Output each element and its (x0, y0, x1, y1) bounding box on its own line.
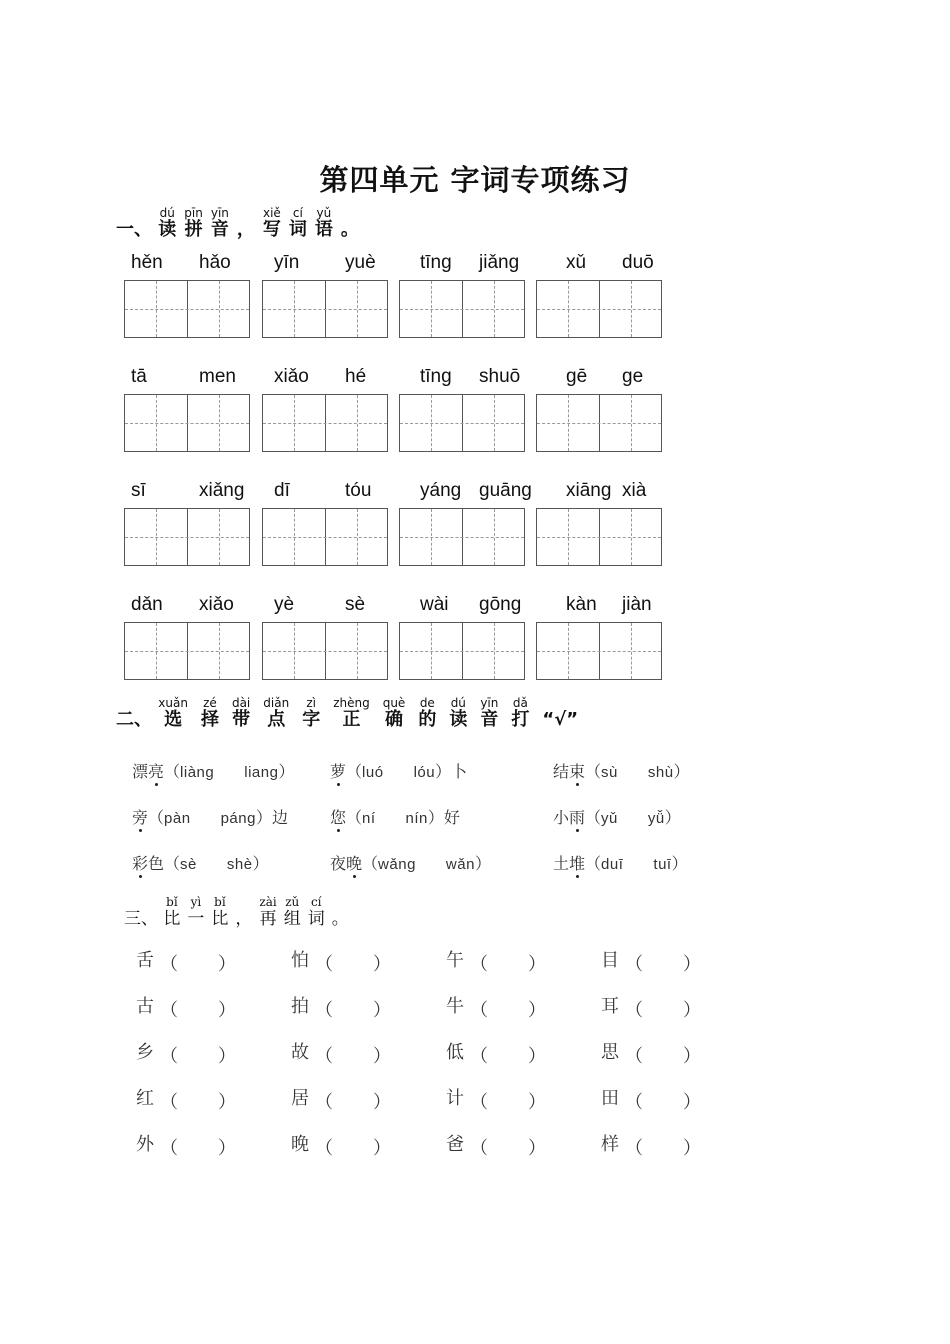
open-paren: （ (625, 1046, 643, 1067)
ruby-char (284, 896, 301, 929)
dotted-char: 您 (330, 805, 346, 828)
grid-dashed-line (537, 537, 661, 538)
close-paren: ） (218, 1000, 236, 1021)
ruby-char (332, 896, 349, 929)
close-paren: ） (683, 1046, 701, 1067)
choice-item: 漂亮（liàng liang） (132, 759, 294, 782)
heading-char: ， (236, 219, 255, 240)
heading-char: 读 (449, 709, 468, 730)
compare-item (136, 946, 236, 975)
compare-item (291, 1084, 391, 1113)
close-paren: ） (683, 1138, 701, 1159)
word-char: 边 (271, 808, 288, 827)
reading-option[interactable]: yǚ (647, 810, 665, 827)
compare-char: 怕 (291, 950, 309, 971)
reading-option[interactable]: shù (647, 764, 674, 781)
dotted-char: 堆 (569, 851, 585, 874)
word-char: 卜 (451, 762, 468, 781)
reading-option[interactable]: luó (362, 764, 384, 781)
compare-item (291, 992, 391, 1021)
writing-box[interactable] (262, 394, 388, 452)
pinyin-annotation (332, 896, 349, 909)
heading-char: 比 (211, 909, 229, 929)
close-paren: ） (528, 1092, 546, 1113)
pinyin-label: xǔ (566, 252, 587, 273)
open-paren: （ (470, 1138, 488, 1159)
writing-box[interactable] (262, 508, 388, 566)
choice-item: 结束（sù shù） (553, 759, 690, 782)
answer-blank[interactable] (154, 1042, 236, 1067)
writing-box[interactable] (124, 394, 250, 452)
reading-option[interactable]: shè (226, 856, 253, 873)
open-paren: （ (470, 1046, 488, 1067)
dotted-char: 束 (569, 759, 585, 782)
compare-item (291, 1130, 391, 1159)
reading-option[interactable]: sè (180, 856, 197, 873)
close-paren: ） (218, 954, 236, 975)
reading-option[interactable]: liàng (180, 764, 215, 781)
pinyin-label: xiǎo (199, 594, 234, 615)
pinyin-annotation: cí (310, 895, 322, 909)
pinyin-annotation: dài (231, 696, 251, 710)
open-paren: （ (160, 1046, 178, 1067)
open-paren: （ (315, 1138, 333, 1159)
pinyin-annotation: zǔ (285, 895, 300, 909)
open-paren: （ (625, 1138, 643, 1159)
compare-item (446, 1130, 546, 1159)
ruby-char (237, 207, 255, 240)
compare-char: 古 (136, 996, 154, 1017)
reading-option[interactable]: lóu (413, 764, 436, 781)
ruby-char (449, 697, 467, 730)
grid-dashed-line (263, 423, 387, 424)
pinyin-annotation: què (382, 696, 406, 710)
heading-char: 的 (418, 709, 437, 730)
answer-blank[interactable] (309, 1042, 391, 1067)
section-2-heading (116, 697, 591, 730)
ruby-char (480, 697, 498, 730)
pinyin-label: hěn (131, 252, 163, 273)
dotted-char: 亮 (148, 759, 164, 782)
reading-option[interactable]: páng (220, 810, 256, 827)
dotted-char: 彩 (132, 851, 148, 874)
ruby-char (315, 207, 333, 240)
close-paren: ） (373, 1138, 391, 1159)
pinyin-annotation: pīn (184, 206, 203, 220)
pinyin-annotation: yì (190, 895, 202, 909)
writing-box[interactable] (262, 280, 388, 338)
open-paren: （ (160, 1000, 178, 1021)
ruby-char (289, 207, 307, 240)
close-paren: ） (218, 1046, 236, 1067)
open-paren: （ (625, 1092, 643, 1113)
heading-char: 比 (163, 909, 181, 929)
close-paren: ） (218, 1138, 236, 1159)
pinyin-annotation: zhèng (333, 696, 370, 710)
heading-char: 音 (210, 219, 229, 240)
pinyin-label: yáng (420, 480, 462, 501)
heading-char: 。 (331, 909, 349, 929)
ruby-char (201, 697, 219, 730)
open-paren: （ (160, 954, 178, 975)
pinyin-label: sè (345, 594, 366, 615)
section-2-label: 二、 (116, 709, 152, 730)
grid-dashed-line (400, 537, 524, 538)
heading-char: 带 (232, 709, 251, 730)
ruby-char (158, 207, 176, 240)
reading-option[interactable]: nín (405, 810, 428, 827)
pinyin-annotation: bǐ (166, 895, 178, 909)
close-paren: ） (528, 1046, 546, 1067)
writing-box[interactable] (124, 622, 250, 680)
grid-dashed-line (263, 537, 387, 538)
grid-dashed-line (400, 309, 524, 310)
answer-blank[interactable] (154, 1088, 236, 1113)
pinyin-annotation: yǔ (316, 206, 332, 220)
word-char: 漂 (132, 762, 149, 781)
close-paren: ） (373, 1046, 391, 1067)
close-paren: ） (683, 954, 701, 975)
heading-char: 词 (288, 219, 307, 240)
pinyin-annotation: zé (203, 696, 217, 710)
ruby-char (211, 896, 228, 929)
compare-item (601, 992, 701, 1021)
word-char: 色 (148, 854, 165, 873)
heading-char: 语 (314, 219, 333, 240)
heading-char: 组 (283, 909, 301, 929)
word-char: 好 (443, 808, 460, 827)
pinyin-label: wài (420, 594, 449, 615)
compare-char: 田 (601, 1088, 619, 1109)
pinyin-label: xià (622, 480, 647, 501)
compare-item (136, 1084, 236, 1113)
heading-char: 一 (187, 909, 205, 929)
heading-char: 择 (200, 709, 219, 730)
reading-option[interactable]: pàn (164, 810, 191, 827)
answer-blank[interactable] (464, 950, 546, 975)
pinyin-annotation: diǎn (263, 696, 290, 710)
writing-box[interactable] (536, 622, 662, 680)
reading-option[interactable]: duī (601, 856, 624, 873)
grid-dashed-line (263, 309, 387, 310)
pinyin-label: sī (131, 480, 146, 501)
heading-char: 。 (340, 219, 359, 240)
close-paren: ） (373, 1092, 391, 1113)
pinyin-annotation: xuǎn (158, 696, 188, 710)
answer-blank[interactable] (154, 996, 236, 1021)
pinyin-label: ge (622, 366, 644, 387)
pinyin-label: guāng (479, 480, 532, 501)
grid-dashed-line (537, 423, 661, 424)
compare-item (136, 1130, 236, 1159)
reading-option[interactable]: liang (244, 764, 279, 781)
writing-box[interactable] (536, 280, 662, 338)
grid-dashed-line (125, 423, 249, 424)
compare-item (446, 1038, 546, 1067)
open-paren: （ (625, 954, 643, 975)
ruby-char (259, 896, 276, 929)
page-title: 第四单元 字词专项练习 (319, 163, 631, 197)
open-paren: （ (625, 1000, 643, 1021)
pinyin-label: yīn (274, 252, 300, 273)
pinyin-label: hǎo (199, 252, 231, 273)
compare-char: 耳 (601, 996, 619, 1017)
compare-char: 红 (136, 1088, 154, 1109)
close-paren: ） (218, 1092, 236, 1113)
section-1-heading (116, 207, 367, 240)
close-paren: ） (528, 954, 546, 975)
answer-blank[interactable] (619, 1042, 701, 1067)
writing-box[interactable] (399, 508, 525, 566)
compare-char: 午 (446, 950, 464, 971)
pinyin-label: yè (274, 594, 295, 615)
close-paren: ） (373, 1000, 391, 1021)
pinyin-annotation: xiě (262, 206, 281, 220)
writing-box[interactable] (536, 508, 662, 566)
answer-blank[interactable] (619, 950, 701, 975)
answer-blank[interactable] (619, 1088, 701, 1113)
open-paren: （ (160, 1092, 178, 1113)
compare-char: 牛 (446, 996, 464, 1017)
answer-blank[interactable] (154, 950, 236, 975)
ruby-char (341, 207, 359, 240)
compare-item (291, 946, 391, 975)
pinyin-label: tóu (345, 480, 372, 501)
open-paren: （ (470, 1000, 488, 1021)
pinyin-label: dǎn (131, 594, 163, 615)
reading-option[interactable]: wǎn (445, 856, 475, 873)
answer-blank[interactable] (464, 1134, 546, 1159)
grid-dashed-line (537, 309, 661, 310)
pinyin-annotation: dú (159, 206, 175, 220)
close-paren: ） (683, 1092, 701, 1113)
compare-char: 低 (446, 1042, 464, 1063)
word-char: 夜 (330, 854, 347, 873)
pinyin-annotation: zì (306, 696, 316, 710)
choice-item: 土堆（duī tuī） (553, 851, 688, 874)
grid-dashed-line (125, 537, 249, 538)
heading-char: 字 (302, 709, 321, 730)
ruby-char (187, 896, 204, 929)
answer-blank[interactable] (464, 996, 546, 1021)
heading-char: ， (235, 909, 253, 929)
reading-option[interactable]: yǔ (601, 810, 618, 827)
answer-blank[interactable] (464, 1042, 546, 1067)
open-paren: （ (315, 1092, 333, 1113)
close-paren: ） (683, 1000, 701, 1021)
compare-char: 故 (291, 1042, 309, 1063)
heading-char: 确 (385, 709, 403, 730)
compare-char: 舌 (136, 950, 154, 971)
pinyin-label: xiāng (566, 480, 612, 501)
pinyin-label: tīng (420, 366, 452, 387)
ruby-char (263, 697, 289, 730)
answer-blank[interactable] (309, 1134, 391, 1159)
pinyin-label: kàn (566, 594, 597, 615)
writing-box[interactable] (399, 622, 525, 680)
heading-char: 正 (342, 709, 361, 730)
compare-item (136, 992, 236, 1021)
answer-blank[interactable] (154, 1134, 236, 1159)
compare-char: 爸 (446, 1134, 464, 1155)
writing-box[interactable] (399, 394, 525, 452)
pinyin-annotation: yīn (480, 696, 499, 710)
ruby-char (542, 697, 578, 730)
compare-item (601, 1130, 701, 1159)
pinyin-label: tā (131, 366, 147, 387)
dotted-char: 晚 (346, 851, 362, 874)
ruby-char (158, 697, 188, 730)
pinyin-annotation: zài (259, 895, 277, 909)
answer-blank[interactable] (309, 1088, 391, 1113)
compare-item (446, 1084, 546, 1113)
choice-item: 夜晚（wǎng wǎn） (330, 851, 491, 874)
heading-char: “√” (542, 709, 579, 730)
open-paren: （ (315, 1000, 333, 1021)
pinyin-label: gē (566, 366, 588, 387)
pinyin-label: duō (622, 252, 654, 273)
dotted-char: 旁 (132, 805, 148, 828)
compare-char: 目 (601, 950, 619, 971)
pinyin-annotation: yīn (210, 206, 229, 220)
compare-item (601, 1038, 701, 1067)
reading-option[interactable]: wǎng (378, 856, 416, 873)
grid-dashed-line (263, 651, 387, 652)
pinyin-label: dī (274, 480, 290, 501)
compare-item (601, 946, 701, 975)
heading-char: 音 (480, 709, 499, 730)
pinyin-annotation: dú (450, 696, 466, 710)
word-char: 小 (553, 808, 570, 827)
answer-blank[interactable] (464, 1088, 546, 1113)
ruby-char (418, 697, 436, 730)
heading-char: 选 (164, 709, 183, 730)
ruby-char (333, 697, 370, 730)
pinyin-label: gōng (479, 594, 522, 615)
open-paren: （ (470, 954, 488, 975)
dotted-char: 萝 (330, 759, 346, 782)
ruby-char (232, 697, 250, 730)
ruby-char (383, 697, 406, 730)
pinyin-annotation: cí (292, 206, 303, 220)
compare-char: 晚 (291, 1134, 309, 1155)
answer-blank[interactable] (619, 1134, 701, 1159)
section-3-label: 三、 (124, 909, 158, 929)
choice-item: 小雨（yǔ yǚ） (553, 805, 681, 828)
ruby-char (184, 207, 203, 240)
ruby-char (302, 697, 320, 730)
ruby-char (235, 896, 252, 929)
open-paren: （ (470, 1092, 488, 1113)
compare-item (136, 1038, 236, 1067)
section-3-heading (124, 896, 356, 929)
answer-blank[interactable] (309, 950, 391, 975)
grid-dashed-line (400, 423, 524, 424)
close-paren: ） (528, 1138, 546, 1159)
compare-char: 样 (601, 1134, 619, 1155)
open-paren: （ (315, 1046, 333, 1067)
compare-item (446, 946, 546, 975)
grid-dashed-line (537, 651, 661, 652)
writing-box[interactable] (124, 280, 250, 338)
pinyin-label: xiǎo (274, 366, 309, 387)
choice-item: 旁（pàn páng）边 (132, 805, 288, 828)
compare-item (291, 1038, 391, 1067)
writing-box[interactable] (536, 394, 662, 452)
open-paren: （ (315, 954, 333, 975)
ruby-char (308, 896, 325, 929)
compare-item (446, 992, 546, 1021)
compare-item (601, 1084, 701, 1113)
ruby-char (511, 697, 529, 730)
heading-char: 点 (267, 709, 286, 730)
pinyin-annotation (235, 896, 252, 909)
heading-char: 词 (307, 909, 325, 929)
pinyin-annotation: bǐ (214, 895, 226, 909)
ruby-char (263, 207, 281, 240)
grid-dashed-line (125, 651, 249, 652)
heading-char: 拼 (184, 219, 203, 240)
close-paren: ） (373, 954, 391, 975)
reading-option[interactable]: ní (362, 810, 376, 827)
answer-blank[interactable] (309, 996, 391, 1021)
pinyin-annotation: de (419, 696, 435, 710)
heading-char: 再 (259, 909, 277, 929)
pinyin-annotation: dǎ (512, 696, 528, 710)
heading-char: 打 (511, 709, 530, 730)
grid-dashed-line (400, 651, 524, 652)
choice-item: 萝（luó lóu）卜 (330, 759, 467, 782)
word-char: 结 (553, 762, 570, 781)
choice-item: 您（ní nín）好 (330, 805, 460, 828)
compare-char: 思 (601, 1042, 619, 1063)
dotted-char: 雨 (569, 805, 585, 828)
answer-blank[interactable] (619, 996, 701, 1021)
pinyin-label: jiǎng (479, 252, 520, 273)
pinyin-label: shuō (479, 366, 521, 387)
section-1-label: 一、 (116, 219, 152, 240)
open-paren: （ (160, 1138, 178, 1159)
ruby-char (163, 896, 180, 929)
pinyin-label: yuè (345, 252, 376, 273)
writing-box[interactable] (262, 622, 388, 680)
writing-box[interactable] (124, 508, 250, 566)
reading-option[interactable]: sù (601, 764, 618, 781)
pinyin-label: xiǎng (199, 480, 245, 501)
reading-option[interactable]: tuī (653, 856, 672, 873)
ruby-char (211, 207, 229, 240)
close-paren: ） (528, 1000, 546, 1021)
compare-char: 拍 (291, 996, 309, 1017)
pinyin-label: jiàn (622, 594, 652, 615)
heading-char: 读 (158, 219, 177, 240)
choice-item: 彩色（sè shè） (132, 851, 269, 874)
heading-char: 写 (262, 219, 281, 240)
pinyin-label: hé (345, 366, 367, 387)
compare-char: 居 (291, 1088, 309, 1109)
pinyin-label: men (199, 366, 236, 387)
pinyin-label: tīng (420, 252, 452, 273)
writing-box[interactable] (399, 280, 525, 338)
compare-char: 乡 (136, 1042, 154, 1063)
compare-char: 外 (136, 1134, 154, 1155)
grid-dashed-line (125, 309, 249, 310)
compare-char: 计 (446, 1088, 464, 1109)
word-char: 土 (553, 854, 570, 873)
